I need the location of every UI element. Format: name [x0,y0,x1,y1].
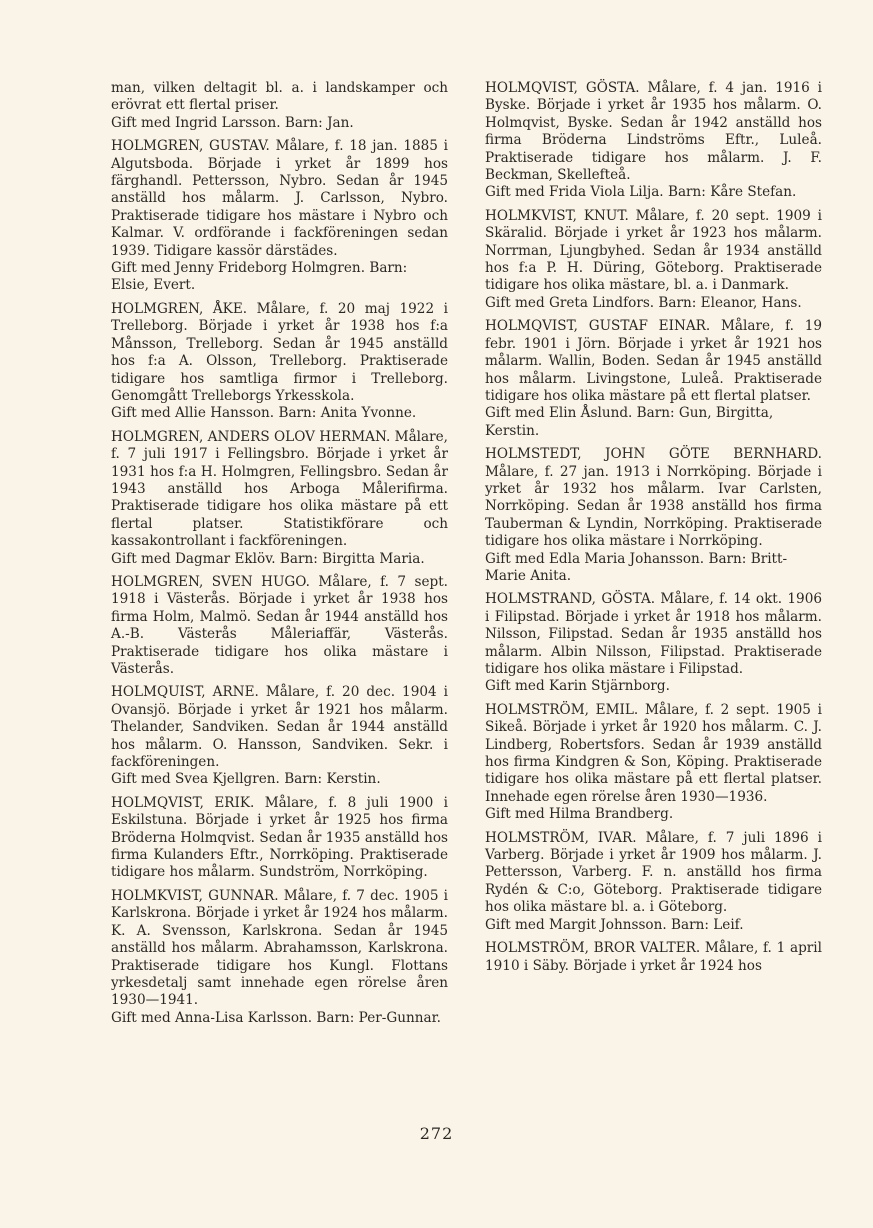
biography-entry [485,940,822,975]
entry-text: HOLMSTRÖM, BROR VALTER. Målare, f. 1 april 1910 i Säby. Började i yrket år 1924 hos [485,940,822,974]
entry-family: Gift med Allie Hansson. Barn: Anita Yvonne. [111,405,417,422]
entry-family: Gift med Greta Lindfors. Barn: Eleanor, Hans. [485,294,802,311]
entry-text: HOLMQVIST, GUSTAF EINAR. Målare, f. 19 febr. 1901 i Jörn. Började i yrket år 1921 hos målarm. Wallin, Boden. Sedan år 1945 anställd hos målarm. Livingstone, Luleå. Praktiserade tidigare hos olika mästare på ett flertal platser. [485,318,822,404]
biography-entry [111,138,448,295]
biography-entry [485,446,822,585]
entry-text: HOLMSTRÖM, IVAR. Målare, f. 7 juli 1896 i Varberg. Började i yrket år 1909 hos målarm. J. Pettersson, Varberg. F. n. anställd hos firma Rydén & C:o, Göteborg. Praktiserade tidigare hos olika mästare bl. a. i Göteborg. [485,829,822,916]
entry-text: HOLMSTRÖM, EMIL. Målare, f. 2 sept. 1905 i Sikeå. Började i yrket år 1920 hos målarm. C. J. Lindberg, Robertsfors. Sedan år 1939 anställd hos firma Kindgren & Son, Köping. Praktiserade tidigare hos olika mästare på ett flertal platser. Innehade egen rörelse åren 1930—1936. [485,701,822,805]
right-column [485,80,822,981]
entry-text: HOLMSTRAND, GÖSTA. Målare, f. 14 okt. 1906 i Filipstad. Började i yrket år 1918 hos målarm. Nilsson, Filipstad. Sedan år 1935 anställd hos målarm. Albin Nilsson, Filipstad. Praktiserade tidigare hos olika mästare i Filipstad. [485,591,822,677]
page-number: 272 [419,1124,454,1143]
entry-family: Gift med Karin Stjärnborg. [485,678,670,695]
entry-family: Gift med Anna-Lisa Karlsson. Barn: Per-Gunnar. [111,1009,441,1026]
biography-entry [485,208,822,312]
entry-text: HOLMSTEDT, JOHN GÖTE BERNHARD. Målare, f. 27 jan. 1913 i Norrköping. Började i yrket år 1932 hos målarm. Ivar Carlsten, Norrköping. Sedan år 1938 anställd hos firma Tauberman & Lyndin, Norrköping. Praktiserade tidigare hos olika mästare i Norrköping. [485,446,822,550]
biography-entry [111,888,448,1027]
biography-entry [111,80,448,132]
entry-family: Gift med Edla Maria Johansson. Barn: Britt-Marie Anita. [485,550,788,584]
biography-entry [111,429,448,568]
entry-family: Gift med Hilma Brandberg. [485,806,674,823]
entry-text: HOLMGREN, SVEN HUGO. Målare, f. 7 sept. 1918 i Västerås. Började i yrket år 1938 hos firma Holm, Malmö. Sedan år 1944 anställd hos A.-B. Västerås Måleriaffär, Västerås. Praktiserade tidigare hos olika mästare i Västerås. [111,573,448,677]
entry-text: HOLMQVIST, GÖSTA. Målare, f. 4 jan. 1916 i Byske. Började i yrket år 1935 hos målarm. O. Holmqvist, Byske. Sedan år 1942 anställd hos firma Bröderna Lindströms Eftr., Luleå. Praktiserade tidigare hos målarm. J. F. Beckman, Skellefteå. [485,80,822,184]
biography-entry [485,591,822,695]
entry-text: HOLMKVIST, KNUT. Målare, f. 20 sept. 1909 i Skäralid. Började i yrket år 1923 hos målarm. Norrman, Ljungbyhed. Sedan år 1934 anställd hos f:a P. H. Düring, Göteborg. Praktiserade tidigare hos olika mästare, bl. a. i Danmark. [485,207,822,294]
biography-entry [111,684,448,788]
biography-entry [485,80,822,202]
entry-text: HOLMGREN, ANDERS OLOV HERMAN. Målare, f. 7 juli 1917 i Fellingsbro. Började i yrket år 1931 hos f:a H. Holmgren, Fellingsbro. Sedan år 1943 anställd hos Arboga Målerifirma. Praktiserade tidigare hos olika mästare på ett flertal platser. Statistikförare och kassakontrollant i fackföreningen. [111,428,449,550]
entry-text: HOLMGREN, ÅKE. Målare, f. 20 maj 1922 i Trelleborg. Började i yrket år 1938 hos f:a Månsson, Trelleborg. Sedan år 1945 anställd hos f:a A. Olsson, Trelleborg. Praktiserade tidigare hos samtliga firmor i Trelleborg. Genomgått Trelleborgs Yrkesskola. [111,300,448,404]
entry-family: Gift med Dagmar Eklöv. Barn: Birgitta Maria. [111,550,425,567]
entry-text: HOLMQVIST, ERIK. Målare, f. 8 juli 1900 i Eskilstuna. Började i yrket år 1925 hos firma Bröderna Holmqvist. Sedan år 1935 anställd hos firma Kulanders Eftr., Norrköping. Praktiserade tidigare hos målarm. Sundström, Norrköping. [111,794,448,881]
biography-entry [111,795,448,882]
left-column [111,80,448,1033]
entry-text: HOLMQUIST, ARNE. Målare, f. 20 dec. 1904 i Ovansjö. Började i yrket år 1921 hos målarm. Thelander, Sandviken. Sedan år 1944 anställd hos målarm. O. Hansson, Sandviken. Sekr. i fackföreningen. [111,684,448,771]
biography-entry [485,702,822,824]
entry-family: Gift med Elin Åslund. Barn: Gun, Birgitta, Kerstin. [485,405,774,439]
biography-entry [485,830,822,934]
entry-family: Gift med Jenny Frideborg Holmgren. Barn: Elsie, Evert. [111,260,408,294]
biography-entry [485,318,822,440]
entry-text: HOLMGREN, GUSTAV. Målare, f. 18 jan. 1885 i Algutsboda. Började i yrket år 1899 hos färghandl. Pettersson, Nybro. Sedan år 1945 anställd hos målarm. J. Carlsson, Nybro. Praktiserade tidigare hos mästare i Nybro och Kalmar. V. ordförande i fackföreningen sedan 1939. Tidigare kassör därstädes. [111,138,448,259]
biography-entry [111,574,448,678]
entry-family: Gift med Frida Viola Lilja. Barn: Kåre Stefan. [485,184,797,201]
entry-text: HOLMKVIST, GUNNAR. Målare, f. 7 dec. 1905 i Karlskrona. Började i yrket år 1924 hos målarm. K. A. Svensson, Karlskrona. Sedan år 1945 anställd hos målarm. Abrahamsson, Karlskrona. Praktiserade tidigare hos Kungl. Flottans yrkesdetalj samt innehade egen rörelse åren 1930—1941. [111,887,448,1009]
entry-family: Gift med Svea Kjellgren. Barn: Kerstin. [111,771,381,788]
entry-family: Gift med Ingrid Larsson. Barn: Jan. [111,114,354,131]
entry-family: Gift med Margit Johnsson. Barn: Leif. [485,916,744,933]
biography-entry [111,301,448,423]
entry-text: man, vilken deltagit bl. a. i landskamper och erövrat ett flertal priser. [111,80,448,114]
